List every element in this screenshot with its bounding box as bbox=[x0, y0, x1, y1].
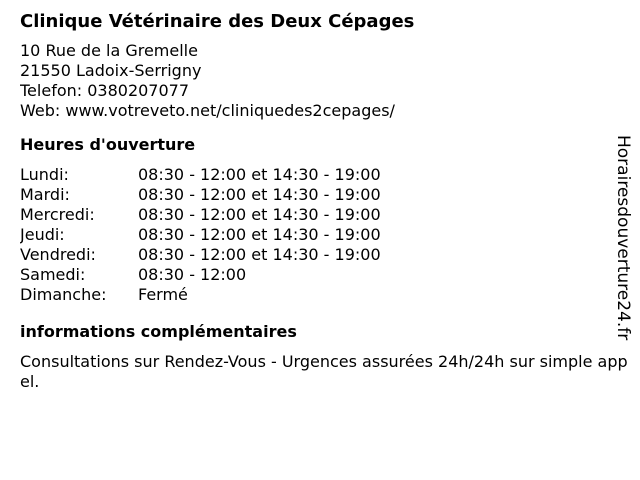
hours-day: Mercredi: bbox=[20, 205, 95, 224]
hours-time: 08:30 - 12:00 bbox=[138, 265, 247, 284]
hours-day: Vendredi: bbox=[20, 245, 96, 264]
hours-row bbox=[20, 225, 630, 245]
hours-row bbox=[20, 245, 630, 265]
clinic-card bbox=[20, 10, 630, 392]
hours-time: 08:30 - 12:00 et 14:30 - 19:00 bbox=[138, 205, 381, 224]
site-watermark: Horairesdouverture24.fr bbox=[613, 135, 633, 341]
hours-day: Samedi: bbox=[20, 265, 86, 284]
hours-time: 08:30 - 12:00 et 14:30 - 19:00 bbox=[138, 185, 381, 204]
hours-day: Lundi: bbox=[20, 165, 69, 184]
hours-row bbox=[20, 265, 630, 285]
hours-day: Jeudi: bbox=[20, 225, 65, 244]
hours-day: Dimanche: bbox=[20, 285, 107, 304]
hours-time: 08:30 - 12:00 et 14:30 - 19:00 bbox=[138, 165, 381, 184]
hours-row bbox=[20, 285, 630, 305]
hours-row bbox=[20, 205, 630, 225]
website: Web: www.votreveto.net/cliniquedes2cepages/ bbox=[20, 101, 395, 120]
hours-row bbox=[20, 185, 630, 205]
hours-time: 08:30 - 12:00 et 14:30 - 19:00 bbox=[138, 225, 381, 244]
hours-day: Mardi: bbox=[20, 185, 70, 204]
hours-row bbox=[20, 165, 630, 185]
opening-hours-list bbox=[20, 165, 630, 305]
clinic-name: Clinique Vétérinaire des Deux Cépages bbox=[20, 11, 415, 32]
phone-number: Telefon: 0380207077 bbox=[20, 81, 190, 100]
hours-time: 08:30 - 12:00 et 14:30 - 19:00 bbox=[138, 245, 381, 264]
hours-time: Fermé bbox=[138, 285, 188, 304]
opening-hours-heading: Heures d'ouverture bbox=[20, 135, 196, 154]
address-street: 10 Rue de la Gremelle bbox=[20, 41, 198, 60]
additional-info-heading: informations complémentaires bbox=[20, 322, 297, 341]
additional-info-text: Consultations sur Rendez-Vous - Urgences assurées 24h/24h sur simple appel. bbox=[20, 352, 628, 391]
address-city: 21550 Ladoix-Serrigny bbox=[20, 61, 202, 80]
